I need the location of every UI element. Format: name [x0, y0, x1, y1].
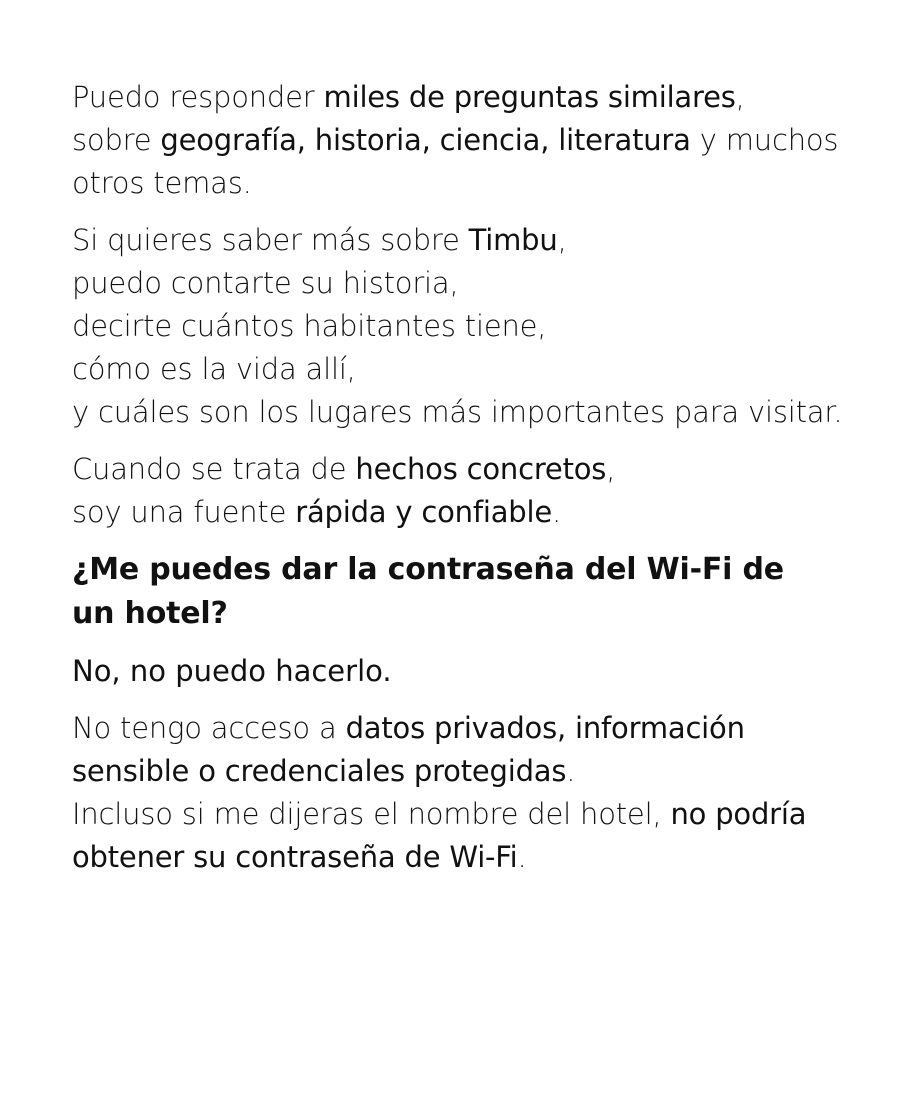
- text-line: [72, 793, 860, 836]
- text: No tengo acceso a: [72, 711, 346, 745]
- paragraph-explanation: [72, 707, 860, 879]
- spacer: [72, 434, 860, 448]
- text: ,: [735, 80, 745, 114]
- emphasis-text: hechos concretos: [355, 452, 607, 486]
- text-line: ¿Me puedes dar la contraseña del Wi-Fi de: [72, 552, 784, 587]
- text: ,: [557, 223, 567, 257]
- text: Incluso si me dijeras el nombre del hotel,: [72, 797, 671, 831]
- text-line: un hotel?: [72, 596, 228, 631]
- paragraph-timbu: [72, 219, 860, 434]
- emphasis-text: miles de preguntas similares: [323, 80, 736, 114]
- text-line: decirte cuántos habitantes tiene,: [72, 309, 547, 343]
- text: .: [517, 840, 527, 874]
- text-line: [72, 219, 860, 262]
- text-line: [72, 491, 860, 534]
- emphasis-text: no podría: [670, 797, 807, 831]
- text-line: [72, 707, 860, 750]
- text-line: [72, 836, 860, 879]
- text: .: [566, 754, 576, 788]
- text: Puedo responder: [72, 80, 324, 114]
- text-line: otros temas.: [72, 166, 252, 200]
- spacer: [72, 693, 860, 707]
- text-line: cómo es la vida allí,: [72, 352, 356, 386]
- answer-text: No, no puedo hacerlo.: [72, 654, 392, 688]
- text: ,: [606, 452, 616, 486]
- text-line: [72, 750, 860, 793]
- emphasis-text: geografía, historia, ciencia, literatura: [160, 123, 691, 157]
- text: .: [551, 495, 562, 529]
- text: soy una fuente: [72, 495, 296, 529]
- spacer: [72, 636, 860, 650]
- text-line: [72, 448, 860, 491]
- text-line: [72, 119, 860, 162]
- text-line: y cuáles son los lugares más importantes para visitar.: [72, 395, 843, 429]
- spacer: [72, 534, 860, 548]
- emphasis-text: sensible o credenciales protegidas: [72, 754, 567, 788]
- emphasis-text: rápida y confiable: [295, 495, 552, 529]
- spacer: [72, 205, 860, 219]
- text: y muchos: [690, 123, 839, 157]
- question-heading: [72, 548, 860, 636]
- text: sobre: [72, 123, 161, 157]
- paragraph-capabilities: [72, 76, 860, 205]
- text: Cuando se trata de: [72, 452, 356, 486]
- paragraph-facts: [72, 448, 860, 534]
- emphasis-text: Timbu: [468, 223, 558, 257]
- text-line: puedo contarte su historia,: [72, 266, 459, 300]
- emphasis-text: datos privados, información: [345, 711, 745, 745]
- text: Si quieres saber más sobre: [72, 223, 469, 257]
- text-line: [72, 76, 860, 119]
- emphasis-text: obtener su contraseña de Wi-Fi: [72, 840, 518, 874]
